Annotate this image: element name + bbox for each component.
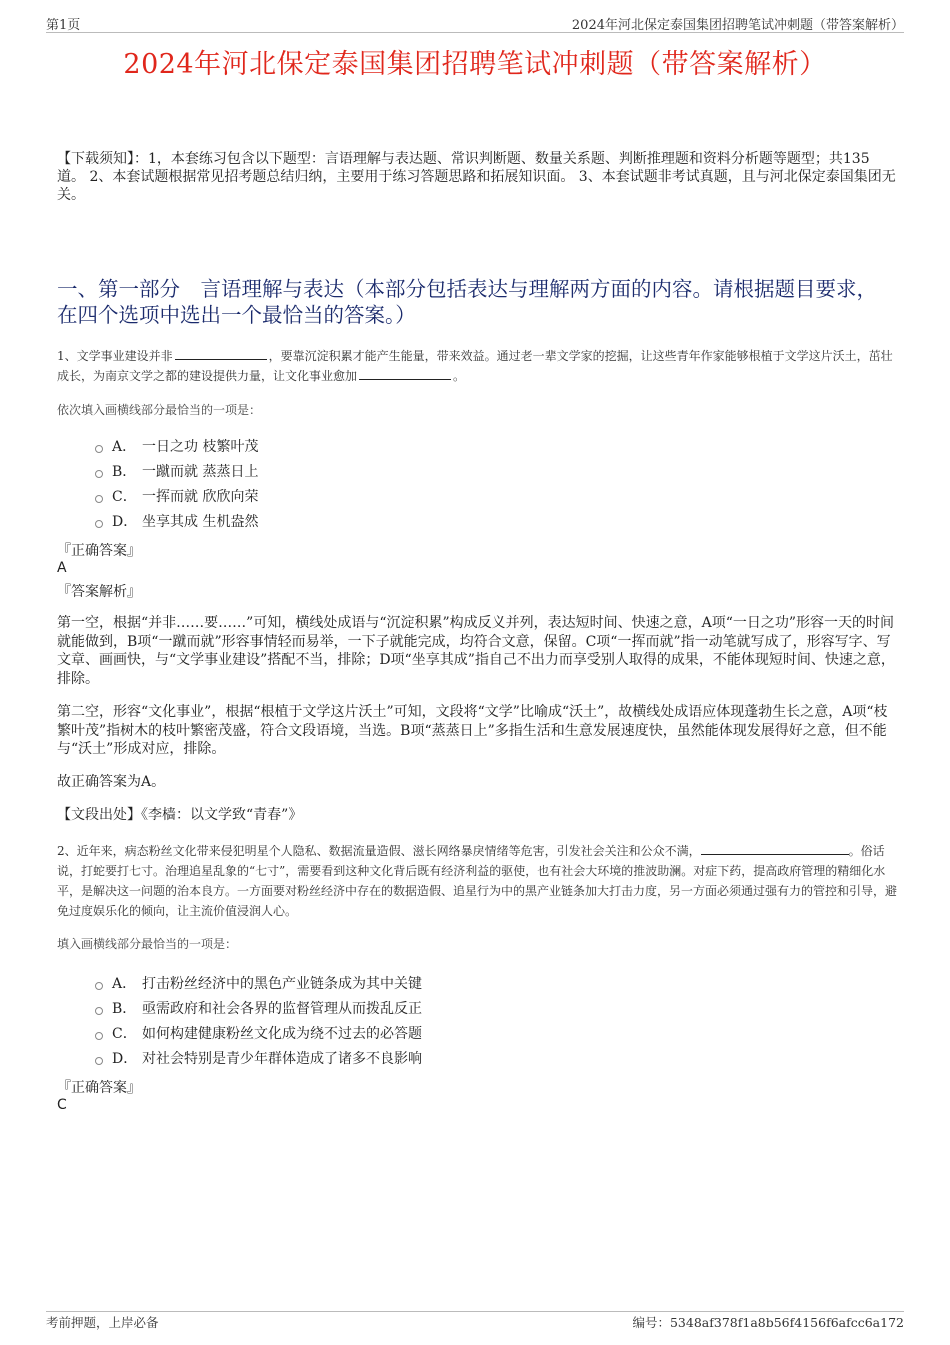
option-b[interactable] bbox=[95, 995, 422, 1020]
analysis-conclusion: 故正确答案为A。 bbox=[57, 774, 166, 790]
download-notice: 【下载须知】：1，本套练习包含以下题型：言语理解与表达题、常识判断题、数量关系题、判断推理题和资料分析题等题型；共135道。 2、本套试题根据常见招考题总结归纳，主要用于练习答题思路和拓展知识面。 3、本套试题非考试真题，且与河北保定泰国集团无关。 bbox=[57, 151, 896, 203]
option-text: 一挥而就 欣欣向荣 bbox=[142, 488, 259, 505]
radio-icon[interactable] bbox=[95, 1032, 103, 1040]
footer-slogan: 考前押题，上岸必备 bbox=[46, 1315, 159, 1330]
radio-icon[interactable] bbox=[95, 982, 103, 990]
option-letter: A． bbox=[112, 975, 137, 992]
option-letter: B． bbox=[112, 463, 137, 480]
option-letter: D． bbox=[112, 513, 138, 530]
option-d[interactable] bbox=[95, 1045, 422, 1070]
option-b[interactable] bbox=[95, 458, 258, 483]
question-1-text-part-c: 。 bbox=[453, 369, 466, 383]
header-divider bbox=[46, 32, 904, 33]
header-doc-title: 2024年河北保定泰国集团招聘笔试冲刺题（带答案解析） bbox=[571, 18, 904, 33]
fill-blank bbox=[175, 348, 267, 360]
option-letter: B． bbox=[112, 1000, 137, 1017]
page-title: 2024年河北保定泰国集团招聘笔试冲刺题（带答案解析） bbox=[123, 49, 827, 80]
radio-icon[interactable] bbox=[95, 495, 103, 503]
option-letter: C． bbox=[112, 488, 137, 505]
answer-value: C bbox=[57, 1097, 67, 1113]
option-text: 坐享其成 生机盎然 bbox=[142, 513, 259, 530]
option-d[interactable] bbox=[95, 508, 258, 533]
question-2-text-part-b: 。俗话说，打蛇要打七寸。治理追星乱象的“七寸”，需要看到这种文化背后既有经济利益的驱使，也有社会大环境的推波助澜。对症下药，提高政府管理的精细化水平，是解决这一问题的治本良方。一方面要对粉丝经济中存在的数据造假、追星行为中的黑产业链条加大打击力度，另一方面必须通过强有力的管控和引导，避免过度娱乐化的倾向，让主流价值浸润人心。 bbox=[57, 844, 898, 918]
option-letter: C． bbox=[112, 1025, 137, 1042]
option-letter: D． bbox=[112, 1050, 138, 1067]
question-1-text-part-b: ，要靠沉淀积累才能产生能量，带来效益。通过老一辈文学家的挖掘，让这些青年作家能够根植于文学这片沃土，茁壮成长，为南京文学之都的建设提供力量，让文化事业愈加 bbox=[57, 349, 893, 383]
question-2-prompt: 填入画横线部分最恰当的一项是： bbox=[57, 937, 238, 951]
option-a[interactable] bbox=[95, 433, 258, 458]
passage-source: 【文段出处】《李樯：以文学致“青春”》 bbox=[57, 807, 303, 823]
analysis-paragraph: 第一空，根据“并非……要……”可知，横线处成语与“沉淀积累”构成反义并列，表达短时间、快速之意，A项“一日之功”形容一天的时间就能做到，B项“一蹴而就”形容事情轻而易举，一下子就能完成，均符合文意，保留。C项“一挥而就”指一动笔就写成了，形容写字、写文章、画画快，与“文学事业建设”搭配不当，排除；D项“坐享其成”指自己不出力而享受别人取得的成果，不能体现短时间、快速之意，排除。 bbox=[57, 615, 895, 687]
fill-blank bbox=[359, 368, 451, 380]
question-1-text-part-a: 1、文学事业建设并非 bbox=[57, 349, 173, 363]
option-text: 一日之功 枝繁叶茂 bbox=[142, 438, 259, 455]
answer-label: 『正确答案』 bbox=[57, 1080, 141, 1096]
question-1-text bbox=[57, 346, 897, 386]
radio-icon[interactable] bbox=[95, 520, 103, 528]
option-text: 如何构建健康粉丝文化成为绕不过去的必答题 bbox=[142, 1025, 422, 1042]
question-2-text-part-a: 2、近年来，病态粉丝文化带来侵犯明星个人隐私、数据流量造假、滋长网络暴戾情绪等危害，引发社会关注和公众不满， bbox=[57, 844, 701, 858]
footer-divider bbox=[46, 1311, 904, 1312]
option-a[interactable] bbox=[95, 970, 422, 995]
option-text: 打击粉丝经济中的黑色产业链条成为其中关键 bbox=[142, 975, 422, 992]
question-1-prompt: 依次填入画横线部分最恰当的一项是： bbox=[57, 403, 262, 417]
radio-icon[interactable] bbox=[95, 445, 103, 453]
option-text: 对社会特别是青少年群体造成了诸多不良影响 bbox=[142, 1050, 422, 1067]
option-c[interactable] bbox=[95, 483, 258, 508]
fill-blank bbox=[701, 843, 849, 855]
footer-serial: 编号：5348af378f1a8b56f4156f6afcc6a172 bbox=[632, 1315, 904, 1330]
question-1-options bbox=[95, 433, 258, 533]
question-2-text bbox=[57, 841, 897, 921]
radio-icon[interactable] bbox=[95, 1007, 103, 1015]
header-page-label: 第1页 bbox=[46, 18, 81, 33]
section-heading: 一、第一部分 言语理解与表达（本部分包括表达与理解两方面的内容。请根据题目要求，在四个选项中选出一个最恰当的答案。） bbox=[57, 277, 877, 327]
question-2-options bbox=[95, 970, 422, 1070]
option-letter: A． bbox=[112, 438, 137, 455]
option-c[interactable] bbox=[95, 1020, 422, 1045]
analysis-label: 『答案解析』 bbox=[57, 584, 141, 600]
option-text: 一蹴而就 蒸蒸日上 bbox=[142, 463, 259, 480]
option-text: 亟需政府和社会各界的监督管理从而拨乱反正 bbox=[142, 1000, 422, 1017]
answer-label: 『正确答案』 bbox=[57, 543, 141, 559]
radio-icon[interactable] bbox=[95, 470, 103, 478]
answer-value: A bbox=[57, 560, 67, 576]
radio-icon[interactable] bbox=[95, 1057, 103, 1065]
analysis-paragraph: 第二空，形容“文化事业”，根据“根植于文学这片沃土”可知，文段将“文学”比喻成“沃土”，故横线处成语应体现蓬勃生长之意，A项“枝繁叶茂”指树木的枝叶繁密茂盛，符合文段语境，当选。B项“蒸蒸日上”多指生活和生意发展速度快，虽然能体现发展得好之意，但不能与“沃土”形成对应，排除。 bbox=[57, 704, 888, 757]
